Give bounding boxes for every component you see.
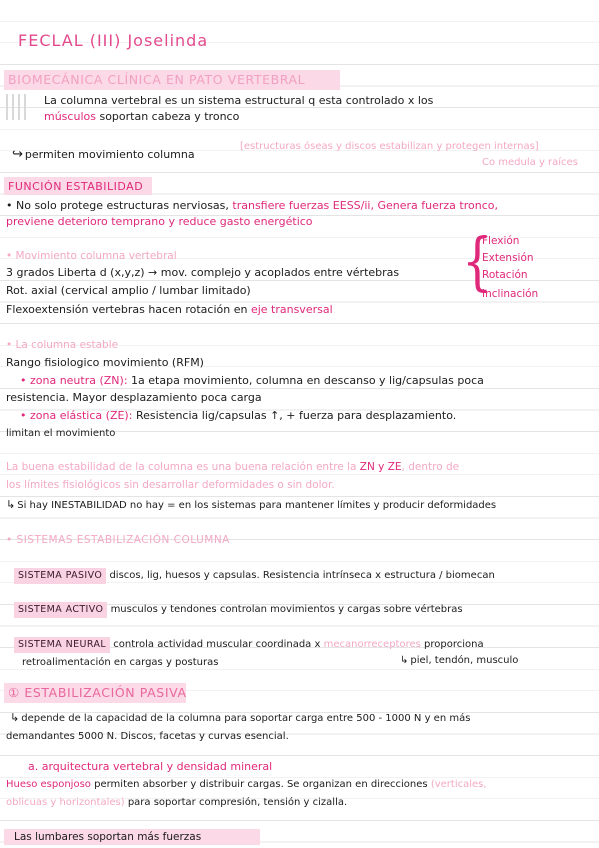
movimiento-heading: • Movimiento columna vertebral (6, 250, 177, 262)
intro-line-2-rest: soportan cabeza y tronco (99, 110, 240, 123)
pasiva-line-3 (6, 778, 487, 792)
return-arrow-icon: ↳ (400, 655, 409, 666)
mov-list-extension: Extensión (482, 252, 534, 264)
pasiva-line-1 (10, 711, 470, 726)
section-heading-funcion: FUNCIÓN ESTABILIDAD (8, 180, 144, 193)
neural-note-text: piel, tendón, musculo (410, 655, 519, 666)
pasiva-line-1-text: depende de la capacidad de la columna para soportar carga entre 500 - 1000 N y en más (21, 713, 471, 724)
zona-neutra-text: 1a etapa movimiento, columna en descanso y lig/capsulas poca (131, 374, 484, 387)
mov-list-inclinacion: Inclinación (482, 288, 539, 300)
bracket-note: [estructuras óseas y discos estabilizan y protegen internas] (240, 141, 539, 152)
movimiento-line-1: 3 grados Liberta d (x,y,z) → mov. complejo y acoplados entre vértebras (6, 266, 400, 279)
neural-note (400, 654, 518, 668)
musculos-text: músculos (44, 110, 96, 123)
eje-transversal-text: eje transversal (250, 303, 333, 316)
movimiento-line-2: Rot. axial (cervical amplio / lumbar limitado) (6, 284, 251, 297)
mov-list-flexion: Flexión (482, 235, 520, 247)
zn-ze-text: ZN y ZE (359, 461, 402, 473)
pasiva-line-5: Las lumbares soportan más fuerzas (14, 831, 202, 843)
permiten-text: permiten movimiento columna (24, 148, 195, 161)
sistema-neural-label: SISTEMA NEURAL (14, 637, 110, 653)
hueso-esponjoso-text: Hueso esponjoso (6, 779, 91, 790)
pasiva-line-3-light: (verticales, (430, 779, 487, 790)
funcion-line-2: previene deterioro temprano y reduce gasto energético (6, 215, 313, 228)
columna-estable-heading: • La columna estable (6, 339, 119, 351)
relacion-line-3 (6, 498, 496, 513)
return-arrow-icon: ↳ (6, 498, 16, 511)
sistema-pasivo-text: discos, lig, huesos y capsulas. Resistencia intrínseca x estructura / biomecan (109, 570, 495, 581)
sistema-activo-text: musculos y tendones controlan movimientos y cargas sobre vértebras (110, 604, 463, 615)
funcion-line-1 (6, 199, 498, 213)
sistema-neural-end: proporciona (424, 639, 484, 650)
section-heading-pasiva: ① ESTABILIZACIÓN PASIVA (8, 685, 187, 700)
relacion-line-2: los límites fisiológicos sin desarrollar deformidades o sin dolor. (6, 479, 335, 491)
return-arrow-icon: ↳ (10, 711, 20, 724)
movimiento-line-3-start: Flexoextensión vertebras hacen rotación en (6, 303, 248, 316)
relacion-line-1-light: La buena estabilidad de la columna es una buena relación entre la (6, 461, 357, 473)
intro-line-1: La columna vertebral es un sistema estructural q esta controlado x los (44, 94, 434, 107)
sistemas-heading: • SISTEMAS ESTABILIZACIÓN COLUMNA (6, 534, 230, 546)
pasiva-line-4 (6, 796, 347, 810)
zona-elastica-label: • zona elástica (ZE): (20, 409, 133, 422)
pasiva-line-4-rest: para soportar compresión, tensión y cizalla. (127, 797, 348, 808)
sistema-pasivo-label: SISTEMA PASIVO (14, 568, 106, 584)
relacion-line-1-end: , dentro de (401, 461, 460, 473)
relacion-line-3-text: Si hay INESTABILIDAD no hay = en los sistemas para mantener límites y producir deformidades (17, 500, 497, 511)
sistema-activo-label: SISTEMA ACTIVO (14, 602, 107, 618)
pasiva-line-3-rest: permiten absorber y distribuir cargas. Se organizan en direcciones (94, 779, 428, 790)
rango-line: Rango fisiologico movimiento (RFM) (6, 356, 204, 369)
sistema-neural-line-2: retroalimentación en cargas y posturas (22, 657, 219, 668)
page-title: FECLAL (III) Joselinda (18, 31, 209, 50)
pasiva-line-2: demandantes 5000 N. Discos, facetas y curvas esencial. (6, 731, 289, 742)
zona-neutra-line-2: resistencia. Mayor desplazamiento poca carga (6, 391, 262, 404)
pasiva-line-4-light: oblicuas y horizontales) (6, 797, 125, 808)
brace-icon: { (462, 225, 493, 299)
intro-line-2 (44, 110, 239, 124)
mov-list-rotacion: Rotación (482, 269, 528, 281)
funcion-line-1-start: • No solo protege estructuras nerviosas, (6, 199, 229, 212)
bracket-note-2: Co medula y raíces (482, 157, 578, 168)
zona-neutra-line (20, 374, 484, 388)
sistema-neural-line (14, 637, 484, 653)
relacion-line-1 (6, 460, 459, 474)
section-heading-biomecanica: BIOMECÁNICA CLÍNICA EN PATO VERTEBRAL (8, 72, 306, 87)
sistema-pasivo-line (14, 568, 495, 584)
sistema-activo-line (14, 602, 463, 618)
zona-elastica-text: Resistencia lig/capsulas ↑, + fuerza para desplazamiento. (135, 409, 457, 422)
curved-arrow-icon: ↪ (12, 147, 23, 162)
zona-elastica-line (20, 409, 456, 423)
funcion-line-1-pink: transfiere fuerzas EESS/ii, Genera fuerza tronco, (232, 199, 498, 212)
mecanorreceptores-text: mecanorreceptores (323, 639, 421, 650)
pasiva-subheading: a. arquitectura vertebral y densidad mineral (28, 760, 273, 773)
movimiento-line-3 (6, 303, 333, 317)
zona-elastica-line-2: limitan el movimiento (6, 428, 116, 439)
margin-bars-decoration (6, 94, 30, 120)
zona-neutra-label: • zona neutra (ZN): (20, 374, 128, 387)
permiten-line (12, 148, 195, 162)
sistema-neural-text: controla actividad muscular coordinada x (113, 639, 321, 650)
